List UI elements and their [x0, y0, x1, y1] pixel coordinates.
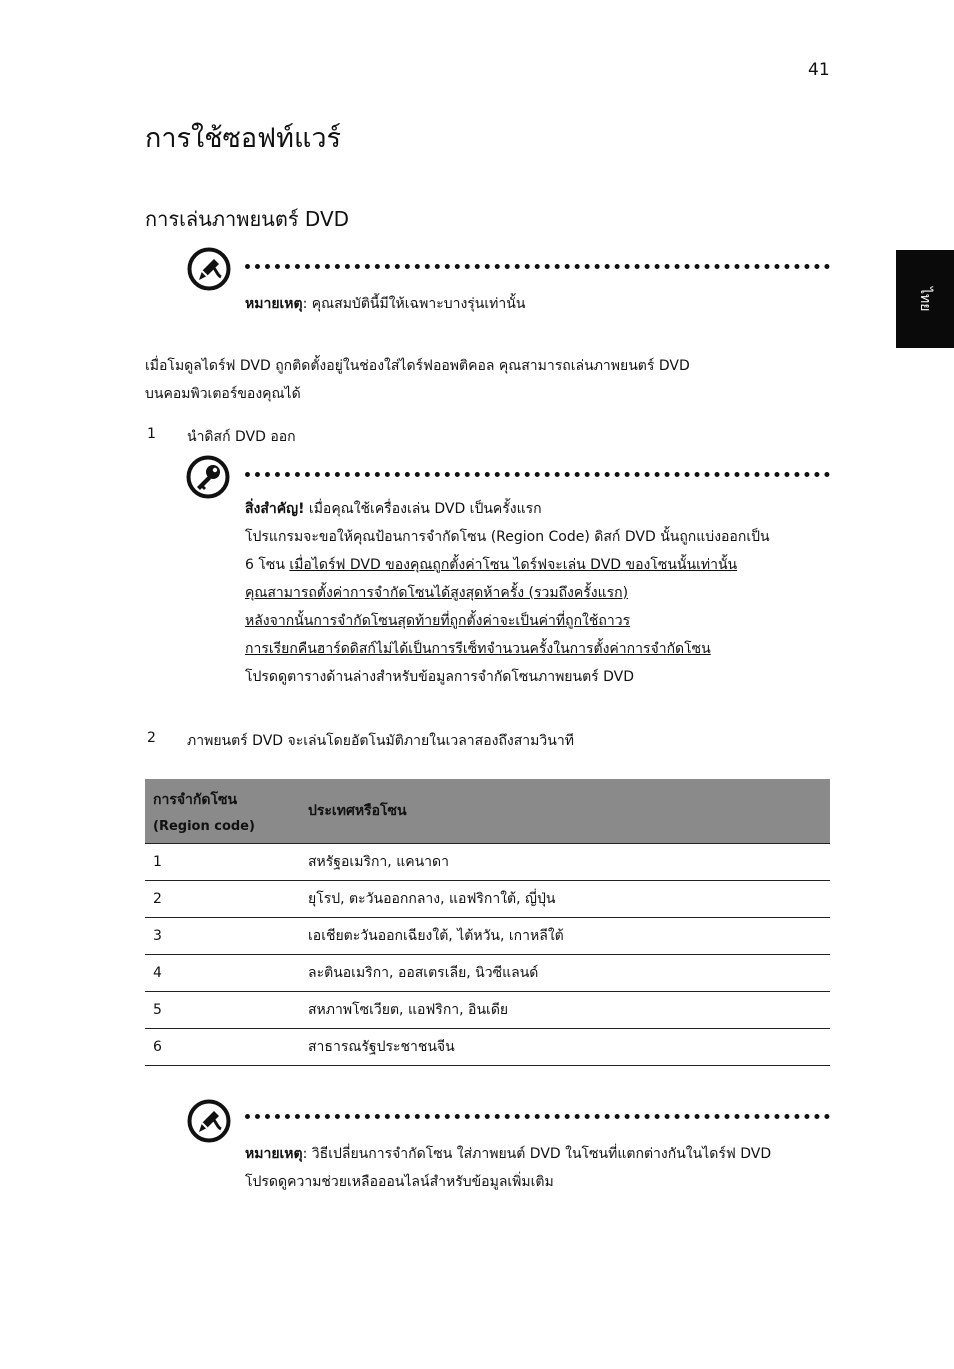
note-text: หมายเหตุ: คุณสมบัตินี้มีให้เฉพาะบางรุ่นเท่านั้น [245, 296, 526, 312]
key-icon [186, 455, 230, 503]
region-code-cell: 1 [145, 844, 300, 881]
important-divider [245, 472, 830, 477]
region-name-cell: ยุโรป, ตะวันออกกลาง, แอฟริกาใต้, ญี่ปุ่น [300, 881, 830, 918]
region-name-cell: สหภาพโซเวียต, แอฟริกา, อินเดีย [300, 992, 830, 1029]
region-name-cell: สาธารณรัฐประชาชนจีน [300, 1029, 830, 1066]
header-country: ประเทศหรือโซน [308, 803, 407, 819]
region-code-cell: 6 [145, 1029, 300, 1066]
page-number: 41 [808, 60, 830, 80]
table-header-row [145, 779, 830, 844]
table-row [145, 844, 830, 881]
section-title: การเล่นภาพยนตร์ DVD [145, 207, 350, 231]
table-row [145, 955, 830, 992]
language-tab-label: ไทย [917, 286, 933, 312]
region-name-cell: เอเชียตะวันออกเฉียงใต้, ไต้หวัน, เกาหลีใต้ [300, 918, 830, 955]
step-number: 1 [147, 426, 156, 442]
region-name-cell: สหรัฐอเมริกา, แคนาดา [300, 844, 830, 881]
table-row [145, 992, 830, 1029]
page-title: การใช้ซอฟท์แวร์ [145, 123, 342, 154]
header-region-code: การจำกัดโซน (Region code) [153, 791, 255, 834]
step-number: 2 [147, 730, 156, 746]
language-tab [896, 250, 954, 348]
region-code-cell: 3 [145, 918, 300, 955]
table-row [145, 918, 830, 955]
table-row [145, 881, 830, 918]
note-label: หมายเหตุ [245, 1146, 303, 1162]
region-name-cell: ละตินอเมริกา, ออสเตรเลีย, นิวซีแลนด์ [300, 955, 830, 992]
note-divider [245, 264, 830, 269]
table-row [145, 1029, 830, 1066]
intro-paragraph: เมื่อโมดูลไดร์ฟ DVD ถูกติดตั้งอยู่ในช่องใส่ไดร์ฟออพติคอล คุณสามารถเล่นภาพยนตร์ DVD บนคอมพิวเตอร์ของคุณได้ [145, 358, 690, 402]
step-text: ภาพยนตร์ DVD จะเล่นโดยอัตโนมัติภายในเวลาสองถึงสามวินาที [187, 733, 574, 749]
region-code-cell: 2 [145, 881, 300, 918]
region-code-cell: 5 [145, 992, 300, 1029]
note-label: หมายเหตุ [245, 296, 303, 312]
note-pen-icon [187, 247, 231, 295]
note-divider [245, 1114, 830, 1119]
region-code-cell: 4 [145, 955, 300, 992]
region-code-table [145, 779, 830, 1066]
note-text: หมายเหตุ: วิธีเปลี่ยนการจำกัดโซน ใส่ภาพยนต์ DVD ในโซนที่แตกต่างกันในไดร์ฟ DVD โปรดดูความช่วยเหลือออนไลน์สำหรับข้อมูลเพิ่มเติม [245, 1146, 772, 1190]
important-text: สิ่งสำคัญ! เมื่อคุณใช้เครื่องเล่น DVD เป็นครั้งแรก โปรแกรมจะขอให้คุณป้อนการจำกัดโซน (Region Code) ดิสก์ DVD นั้นถูกแบ่งออกเป็น 6 โซน เมื่อไดร์ฟ DVD ของคุณถูกตั้งค่าโซน ไดร์ฟจะเล่น DVD ของโซนนั้นเท่านั้น คุณสามารถตั้งค่าการจำกัดโซนได้สูงสุดห้าครั้ง (รวมถึงครั้งแรก) หลังจากนั้นการจำกัดโซนสุดท้ายที่ถูกตั้งค่าจะเป็นค่าที่ถูกใช้ถาวร การเรียกคืนฮาร์ดดิสก์ไม่ได้เป็นการรีเซ็ทจำนวนครั้งในการตั้งค่าการจำกัดโซน โปรดดูตารางด้านล่างสำหรับข้อมูลการจำกัดโซนภาพยนตร์ DVD [245, 501, 770, 685]
important-label: สิ่งสำคัญ! [245, 501, 305, 517]
step-text: นำดิสก์ DVD ออก [187, 429, 296, 445]
note-pen-icon [187, 1099, 231, 1147]
